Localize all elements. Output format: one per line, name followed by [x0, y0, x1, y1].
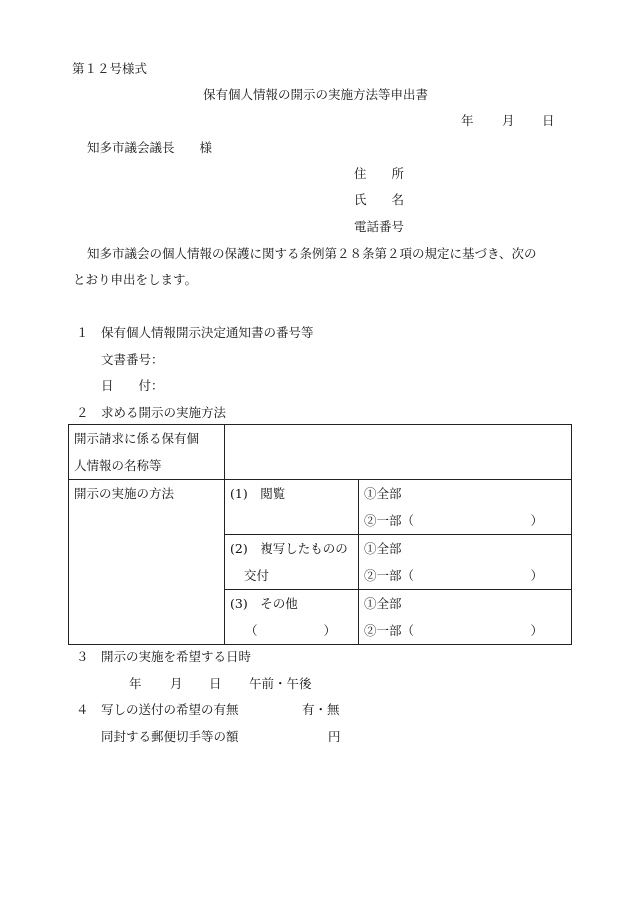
- method-2-all: ①全部: [364, 541, 402, 556]
- method-2-part-row: [359, 562, 571, 589]
- applicant-name-label: 氏 名: [354, 192, 405, 207]
- applicant-phone-label: 電話番号: [354, 219, 405, 234]
- info-name-label-2: 人情報の名称等: [74, 458, 162, 473]
- method-3-part: ②一部（: [364, 623, 415, 638]
- table-row-method-1: [69, 480, 572, 535]
- applicant-address-label: 住 所: [354, 166, 405, 181]
- section-4-heading: ４ 写しの送付の希望の有無: [76, 702, 239, 717]
- method-1-part: ②一部（: [364, 513, 415, 528]
- preferred-ampm: 午前・午後: [249, 676, 312, 691]
- method-label-cell: [69, 480, 225, 645]
- info-name-label-1: 開示請求に係る保有個: [74, 431, 200, 446]
- method-2-cell: [225, 535, 359, 590]
- method-3-cell: [225, 590, 359, 645]
- method-label: 開示の実施の方法: [74, 486, 175, 501]
- stamp-amount-label: 同封する郵便切手等の額: [101, 729, 239, 744]
- method-3-part-row: [359, 617, 571, 644]
- date-month-label: 月: [502, 113, 515, 128]
- method-1-cell: [225, 480, 359, 535]
- method-1-label: (1) 閲覧: [230, 486, 286, 501]
- table-row-info-name: [69, 425, 572, 480]
- info-name-value-cell[interactable]: [225, 425, 572, 480]
- section-2-heading: ２ 求める開示の実施方法: [76, 405, 227, 420]
- preferred-day-label: 日: [209, 676, 222, 691]
- method-2-part: ②一部（: [364, 568, 415, 583]
- method-3-all: ①全部: [364, 596, 402, 611]
- section-1-doc-number: 文書番号：: [101, 352, 164, 367]
- method-2-label-2: 交付: [244, 568, 270, 583]
- form-title: 保有個人情報の開示の実施方法等申出書: [203, 87, 429, 102]
- method-1-part-close: ）: [530, 513, 543, 528]
- method-1-all: ①全部: [364, 486, 402, 501]
- yen-label: 円: [328, 729, 341, 744]
- intro-line-1: 知多市議会の個人情報の保護に関する条例第２８条第２項の規定に基づき、次の: [87, 246, 537, 261]
- preferred-year-label: 年: [129, 676, 142, 691]
- method-1-part-row: [359, 507, 571, 534]
- method-2-scope-cell[interactable]: [359, 535, 572, 590]
- method-3-other-row: [225, 617, 358, 644]
- info-name-label-cell: [69, 425, 225, 480]
- section-1-date: 日 付：: [101, 378, 164, 393]
- method-3-paren-close: ）: [323, 623, 336, 638]
- method-2-part-close: ）: [530, 568, 543, 583]
- date-day-label: 日: [542, 113, 555, 128]
- section-4-options: 有・無: [302, 702, 340, 717]
- intro-line-2: とおり申出をします。: [73, 272, 198, 287]
- date-year-label: 年: [461, 113, 474, 128]
- section-1-heading: １ 保有個人情報開示決定通知書の番号等: [76, 325, 314, 340]
- method-3-paren-open: （: [245, 623, 258, 638]
- method-1-scope-cell[interactable]: [359, 480, 572, 535]
- method-3-scope-cell[interactable]: [359, 590, 572, 645]
- method-3-label: (3) その他: [230, 596, 298, 611]
- method-3-part-close: ）: [530, 623, 543, 638]
- disclosure-method-table: [68, 424, 572, 645]
- form-number: 第１２号様式: [72, 61, 148, 76]
- preferred-month-label: 月: [170, 676, 183, 691]
- method-2-label-1: (2) 複写したものの: [230, 541, 348, 556]
- section-3-heading: ３ 開示の実施を希望する日時: [76, 649, 252, 664]
- addressee: 知多市議会議長 様: [87, 140, 213, 155]
